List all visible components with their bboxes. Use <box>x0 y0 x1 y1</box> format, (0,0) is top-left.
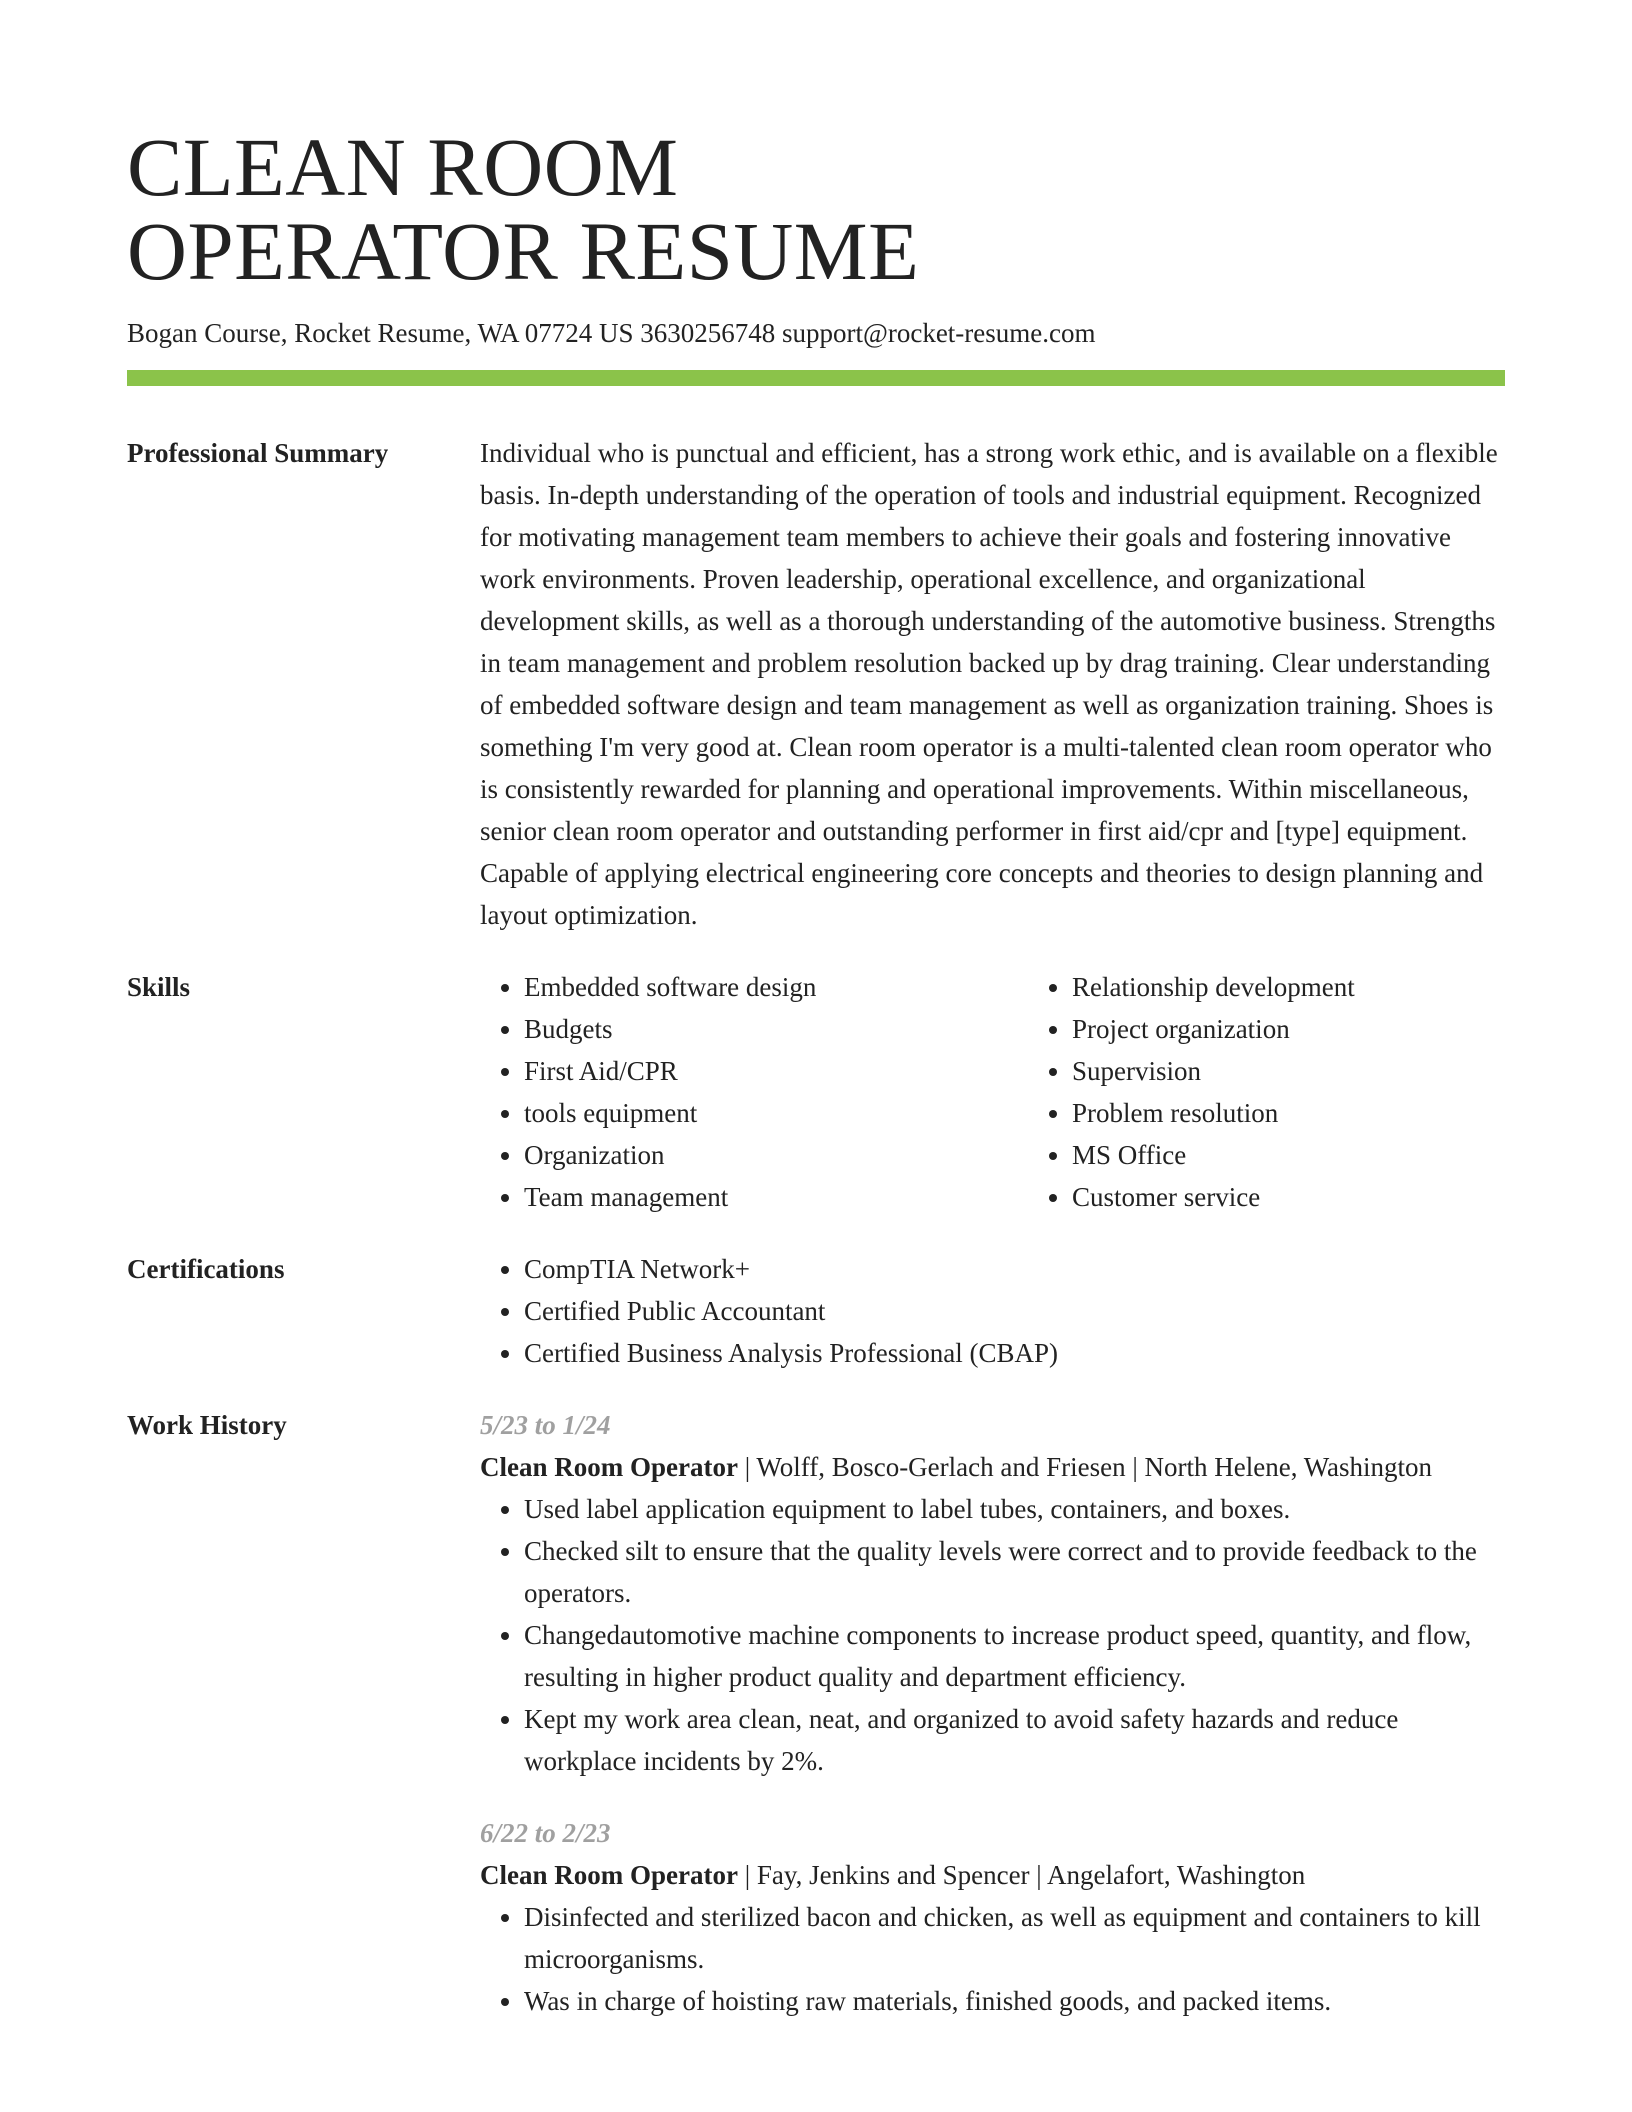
summary-heading: Professional Summary <box>127 438 389 468</box>
certification-item: • Certified Public Accountant <box>524 1290 1505 1332</box>
resume-sections <box>127 432 1505 2022</box>
certifications-list <box>480 1248 1505 1374</box>
job-dates: 6/22 to 2/23 <box>480 1818 611 1848</box>
skill-item: • Relationship development <box>1072 966 1576 1008</box>
job-title: Clean Room Operator <box>480 1452 738 1482</box>
skills-body <box>480 966 1576 1218</box>
skill-item: • Organization <box>524 1134 1028 1176</box>
certifications-section <box>127 1248 1505 1374</box>
skill-item: • MS Office <box>1072 1134 1576 1176</box>
job-heading <box>480 1854 1505 1896</box>
resume-title <box>127 121 920 297</box>
job-entry <box>480 1404 1505 1782</box>
summary-body <box>480 432 1505 936</box>
skill-item: • Customer service <box>1072 1176 1576 1218</box>
contact-info: Bogan Course, Rocket Resume, WA 07724 US 3630256748 support@rocket-resume.com <box>127 318 1096 348</box>
certification-item: • CompTIA Network+ <box>524 1248 1505 1290</box>
job-bullet: • Was in charge of hoisting raw materials, finished goods, and packed items. <box>524 1980 1505 2022</box>
title-line-1: CLEAN ROOM <box>127 121 679 213</box>
work-history-body <box>480 1404 1505 2022</box>
job-title: Clean Room Operator <box>480 1860 738 1890</box>
job-dates: 5/23 to 1/24 <box>480 1410 611 1440</box>
job-bullet: • Checked silt to ensure that the quality levels were correct and to provide feedback to the operators. <box>524 1530 1505 1614</box>
work-history-heading: Work History <box>127 1410 287 1440</box>
certification-item: • Certified Business Analysis Professional (CBAP) <box>524 1332 1505 1374</box>
job-employer-location: | Fay, Jenkins and Spencer | Angelafort, Washington <box>737 1860 1306 1890</box>
work-history-section <box>127 1404 1505 2022</box>
job-heading <box>480 1446 1505 1488</box>
skill-item: • Embedded software design <box>524 966 1028 1008</box>
skill-item: • Budgets <box>524 1008 1028 1050</box>
job-bullet: • Disinfected and sterilized bacon and chicken, as well as equipment and containers to kill microorganisms. <box>524 1896 1505 1980</box>
certifications-heading: Certifications <box>127 1254 285 1284</box>
accent-divider <box>127 370 1505 386</box>
skill-item: • First Aid/CPR <box>524 1050 1028 1092</box>
job-employer-location: | Wolff, Bosco-Gerlach and Friesen | North Helene, Washington <box>737 1452 1433 1482</box>
skills-section <box>127 966 1505 1218</box>
job-bullet: • Kept my work area clean, neat, and organized to avoid safety hazards and reduce workplace incidents by 2%. <box>524 1698 1505 1782</box>
skills-list-left <box>480 966 1028 1218</box>
job-bullet: • Changedautomotive machine components to increase product speed, quantity, and flow, resulting in higher product quality and department efficiency. <box>524 1614 1505 1698</box>
job-bullets <box>480 1896 1505 2022</box>
skill-item: • Supervision <box>1072 1050 1576 1092</box>
summary-text: Individual who is punctual and efficient, has a strong work ethic, and is available on a flexible basis. In-depth understanding of the operation of tools and industrial equipment. Recognized for motivating management team members to achieve their goals and fostering innovative work environments. Proven leadership, operational excellence, and organizational development skills, as well as a thorough understanding of the automotive business. Strengths in team management and problem resolution backed up by drag training. Clear understanding of embedded software design and team management as well as organization training. Shoes is something I'm very good at. Clean room operator is a multi-talented clean room operator who is consistently rewarded for planning and operational improvements. Within miscellaneous, senior clean room operator and outstanding performer in first aid/cpr and [type] equipment. Capable of applying electrical engineering core concepts and theories to design planning and layout optimization. <box>480 438 1498 930</box>
skill-item: • tools equipment <box>524 1092 1028 1134</box>
summary-section <box>127 432 1505 936</box>
skill-item: • Problem resolution <box>1072 1092 1576 1134</box>
title-line-2: OPERATOR RESUME <box>127 205 920 297</box>
job-bullets <box>480 1488 1505 1782</box>
job-entry <box>480 1812 1505 2022</box>
skills-list-right <box>1028 966 1576 1218</box>
skill-item: • Project organization <box>1072 1008 1576 1050</box>
skill-item: • Team management <box>524 1176 1028 1218</box>
skills-heading: Skills <box>127 972 191 1002</box>
certifications-body <box>480 1248 1505 1374</box>
job-bullet: • Used label application equipment to label tubes, containers, and boxes. <box>524 1488 1505 1530</box>
